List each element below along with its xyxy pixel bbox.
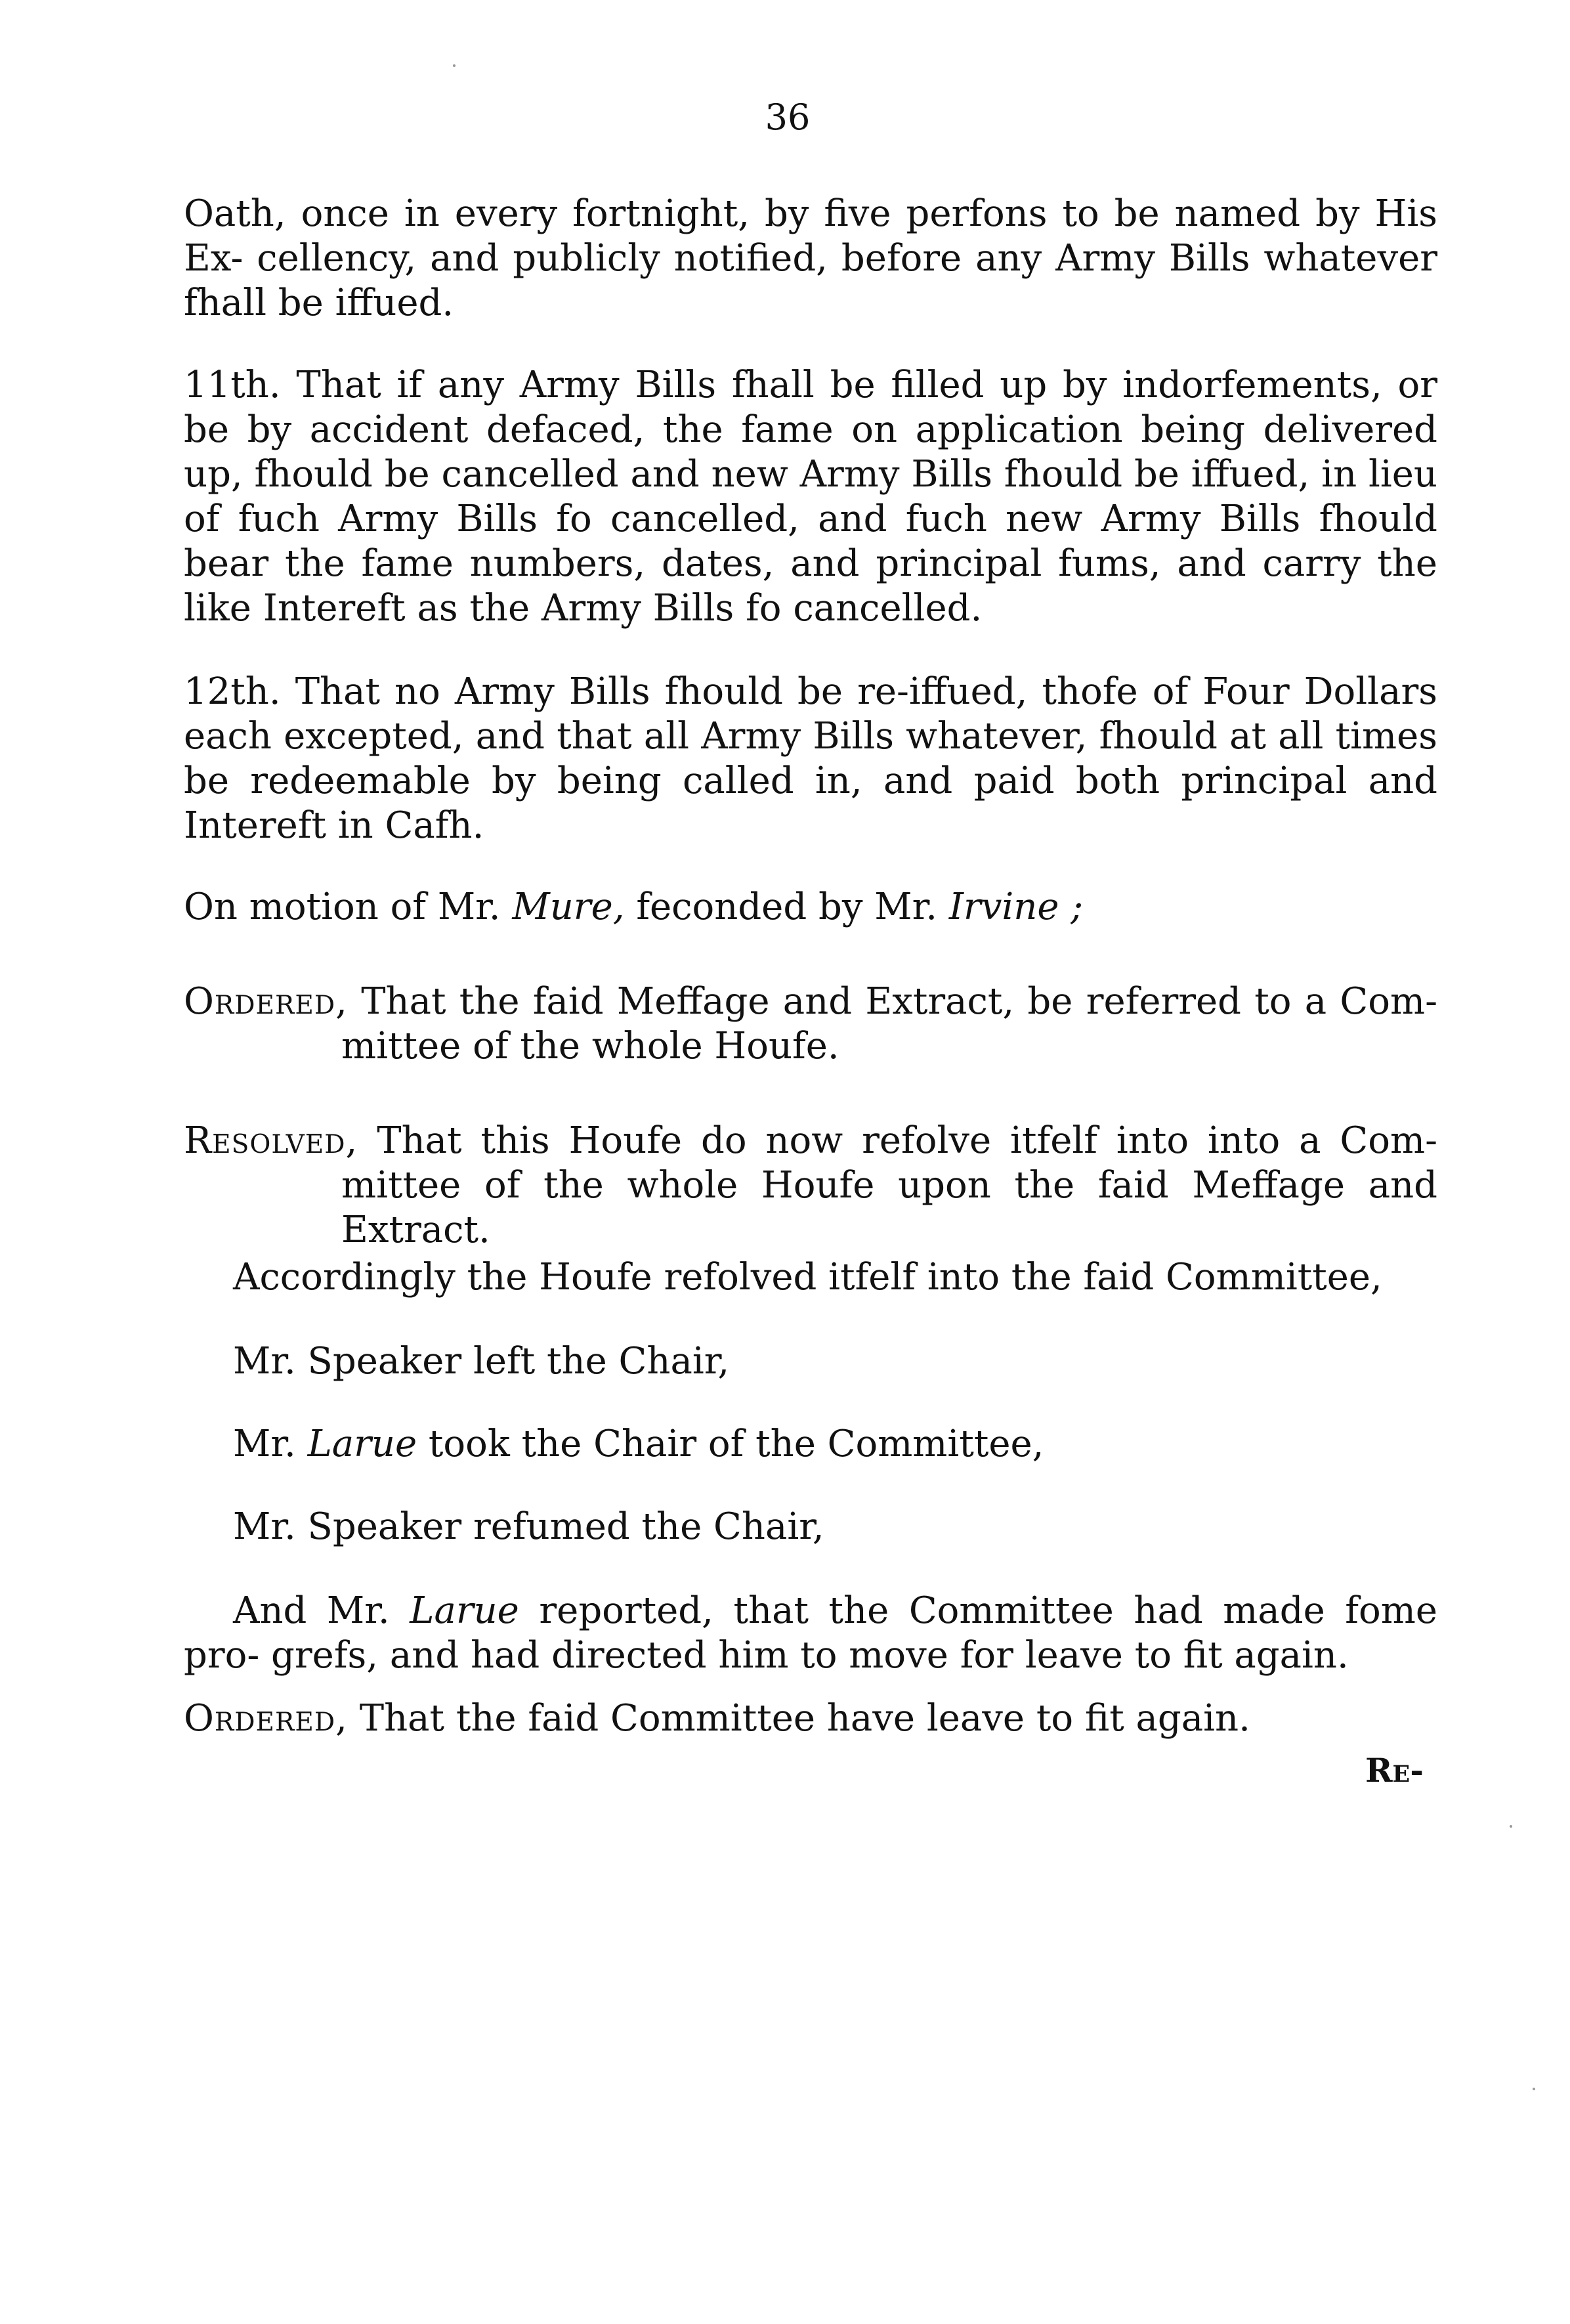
paragraph-11th: 11th. That if any Army Bills fhall be filled up by indorfements, or be by accident defaced, the fame on application being delivered up, fhould be cancelled and new Army Bills fhould be iffued, in lieu of fuch Army Bills fo cancelled, and fuch new Army Bills fhould bear the fame numbers, dates, and principal fums, and carry the like Intereft as the Army Bills fo cancelled. (184, 364, 1437, 630)
ordered-text: That the faid Meffage and Extract, be referred to a Com- mittee of the whole Houfe. (341, 980, 1437, 1067)
proceeding-line-3 (233, 1422, 1437, 1467)
ordered-leave-text: That the faid Committee have leave to fit again. (347, 1697, 1250, 1740)
motion-prefix: On motion of Mr. (184, 886, 513, 928)
line5-name: Larue (410, 1589, 519, 1632)
line5-suffix: reported, that the Committee had made fome pro- grefs, and had directed him to move for leave to fit again. (184, 1589, 1437, 1677)
proceeding-line-4: Mr. Speaker refumed the Chair, (233, 1505, 824, 1548)
line3-suffix: took the Chair of the Committee, (417, 1423, 1044, 1465)
ordered-label: Ordered, (184, 980, 348, 1023)
paper-speck (1510, 1825, 1512, 1828)
paper-speck (1533, 2088, 1535, 2090)
motion-middle: feconded by Mr. (624, 886, 949, 928)
ordered-leave (184, 1696, 1437, 1741)
catchword: Re- (1365, 1751, 1424, 1790)
motion-seconder: Irvine ; (948, 886, 1084, 928)
resolved-label: Resolved, (184, 1119, 358, 1162)
paper-speck (453, 64, 456, 67)
ordered-referral (184, 979, 1437, 1069)
paragraph-oath: Oath, once in every fortnight, by five perfons to be named by His Ex- cellency, and publicly notified, before any Army Bills whatever fhall be iffued. (184, 192, 1437, 324)
line3-prefix: Mr. (233, 1423, 308, 1465)
paragraph-12th: 12th. That no Army Bills fhould be re-iffued, thofe of Four Dollars each excepted, and that all Army Bills whatever, fhould at all times be redeemable by being called in, and paid both principal and Intereft in Cafh. (184, 670, 1437, 847)
line3-name: Larue (307, 1423, 417, 1465)
page-number: 36 (765, 97, 811, 138)
resolved-committee (184, 1119, 1437, 1253)
line5-prefix: And Mr. (233, 1589, 410, 1632)
proceeding-line-1: Accordingly the Houfe refolved itfelf into the faid Committee, (233, 1256, 1382, 1299)
ordered-leave-label: Ordered, (184, 1697, 348, 1740)
motion-line (184, 885, 1437, 930)
resolved-text: That this Houfe do now refolve itfelf into into a Com- mittee of the whole Houfe upon the faid Meffage and Extract. (341, 1119, 1437, 1251)
motion-mover: Mure, (512, 886, 625, 928)
proceeding-line-5 (184, 1589, 1437, 1678)
proceeding-line-2: Mr. Speaker left the Chair, (233, 1340, 730, 1383)
